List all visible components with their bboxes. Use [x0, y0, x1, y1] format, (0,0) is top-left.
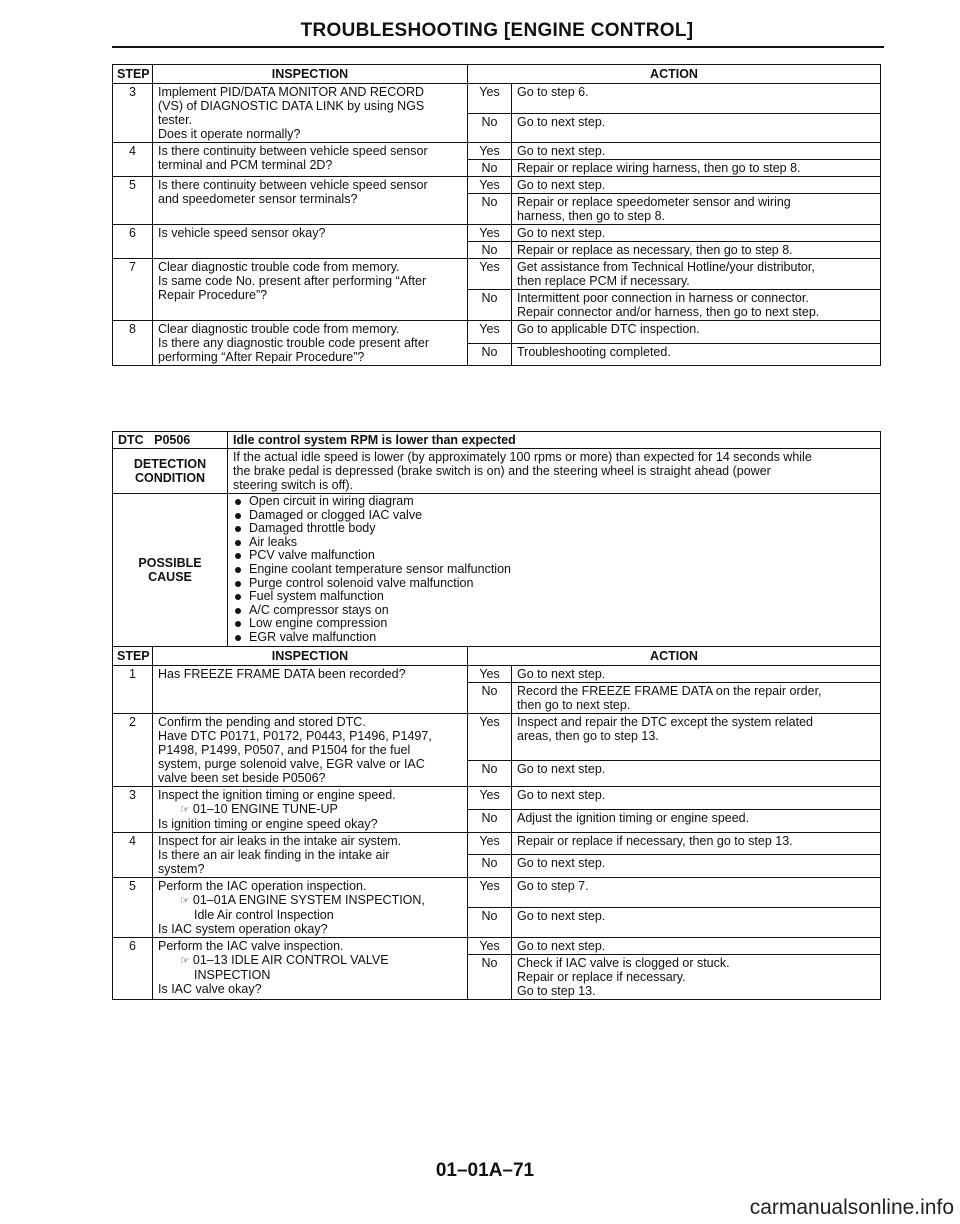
action-cell: [512, 259, 881, 290]
bullet-icon: [235, 499, 241, 505]
possible-cause-row: [113, 494, 881, 647]
table-row: [113, 713, 881, 760]
dtc-code: DTC P0506: [113, 432, 228, 449]
action-cell: [512, 760, 881, 786]
inspection-text: Inspect for air leaks in the intake air system.: [158, 833, 402, 848]
detection-line: If the actual idle speed is lower (by approximately 100 rpms or more) than expected for 14 seconds while: [233, 450, 812, 464]
answer-cell: Yes: [468, 225, 512, 242]
reference-line: [158, 802, 462, 817]
action-cell: [512, 937, 881, 954]
answer-cell: No: [468, 113, 512, 143]
action-cell: [512, 682, 881, 713]
cause-text: EGR valve malfunction: [249, 629, 377, 644]
inspection-line: and speedometer sensor terminals?: [158, 192, 358, 206]
inspection-line: [158, 729, 462, 743]
action-line: Go to next step.: [517, 144, 606, 158]
action-line: Repair or replace if necessary.: [517, 969, 686, 984]
inspection-cell: [153, 259, 468, 321]
list-item: [233, 631, 875, 645]
answer-cell: Yes: [468, 937, 512, 954]
inspection-cell: [153, 143, 468, 177]
inspection-line: [158, 862, 462, 876]
table-row: [113, 665, 881, 682]
table-row: [113, 259, 881, 290]
inspection-line: Is same code No. present after performing “After: [158, 274, 427, 288]
cause-text: Damaged throttle body: [249, 521, 376, 536]
inspection-cell: [153, 937, 468, 999]
action-cell: [512, 809, 881, 832]
action-cell: [512, 343, 881, 366]
answer-cell: Yes: [468, 143, 512, 160]
title-rule: [112, 46, 884, 48]
table-row: [113, 177, 881, 194]
inspection-line: Clear diagnostic trouble code from memory.: [158, 322, 400, 336]
inspection-line: performing “After Repair Procedure”?: [158, 350, 365, 364]
answer-cell: No: [468, 855, 512, 878]
inspection-text: Idle Air control Inspection: [194, 907, 334, 922]
label-line: CAUSE: [148, 569, 192, 584]
inspection-cell: [153, 177, 468, 225]
inspection-text: Inspect the ignition timing or engine speed.: [158, 787, 396, 802]
inspection-cell: [153, 713, 468, 786]
inspection-cell: [153, 84, 468, 143]
cause-list: [233, 495, 875, 645]
list-item: [233, 536, 875, 550]
answer-cell: No: [468, 907, 512, 937]
step-number: 6: [113, 937, 153, 999]
step-header: STEP: [113, 65, 153, 84]
action-cell: [512, 113, 881, 143]
answer-cell: Yes: [468, 877, 512, 907]
action-line: Repair or replace as necessary, then go to step 8.: [517, 243, 793, 257]
action-line: Go to next step.: [517, 114, 606, 129]
list-item: [233, 549, 875, 563]
action-line: Troubleshooting completed.: [517, 344, 671, 359]
answer-cell: No: [468, 242, 512, 259]
action-cell: [512, 321, 881, 344]
inspection-line: Is there continuity between vehicle speed sensor: [158, 178, 428, 192]
answer-cell: Yes: [468, 259, 512, 290]
answer-cell: Yes: [468, 321, 512, 344]
inspection-line: [158, 834, 462, 848]
step-number: 6: [113, 225, 153, 259]
action-line: Go to next step.: [517, 666, 606, 681]
bullet-icon: [235, 567, 241, 573]
answer-cell: No: [468, 160, 512, 177]
inspection-line: Is vehicle speed sensor okay?: [158, 226, 326, 240]
detection-condition-label: [113, 449, 228, 494]
inspection-text: Is IAC valve okay?: [158, 981, 262, 996]
action-line: Go to step 13.: [517, 983, 596, 998]
inspection-line: Is there continuity between vehicle speed sensor: [158, 144, 428, 158]
answer-cell: No: [468, 194, 512, 225]
inspection-line: [158, 968, 462, 982]
action-line: Get assistance from Technical Hotline/your distributor,: [517, 260, 815, 274]
step-number: 1: [113, 665, 153, 713]
answer-cell: Yes: [468, 665, 512, 682]
cause-text: Air leaks: [249, 534, 297, 549]
list-item: [233, 522, 875, 536]
answer-cell: No: [468, 809, 512, 832]
action-cell: [512, 160, 881, 177]
action-line: Go to next step.: [517, 908, 606, 923]
inspection-text: Is there an air leak finding in the intake air: [158, 847, 390, 862]
inspection-line: tester.: [158, 113, 193, 127]
action-line: harness, then go to step 8.: [517, 209, 666, 223]
dtc-description: Idle control system RPM is lower than expected: [228, 432, 881, 449]
inspection-line: [158, 879, 462, 893]
action-line: areas, then go to step 13.: [517, 728, 659, 743]
inspection-line: [158, 715, 462, 729]
label-line: DETECTION: [133, 457, 207, 471]
inspection-text: Perform the IAC valve inspection.: [158, 938, 344, 953]
cause-text: Engine coolant temperature sensor malfunction: [249, 561, 511, 576]
inspection-text: Perform the IAC operation inspection.: [158, 878, 367, 893]
cause-text: PCV valve malfunction: [249, 548, 375, 563]
bullet-icon: [235, 594, 241, 600]
hand-pointer-icon: ☞: [180, 803, 190, 816]
action-cell: [512, 786, 881, 809]
table-row: [113, 84, 881, 114]
step-number: 7: [113, 259, 153, 321]
table-row: [113, 937, 881, 954]
cause-text: Fuel system malfunction: [249, 589, 384, 604]
cause-text: Open circuit in wiring diagram: [249, 494, 414, 508]
inspection-line: Clear diagnostic trouble code from memory.: [158, 260, 400, 274]
table-row: [113, 143, 881, 160]
inspection-line: [158, 757, 462, 771]
action-cell: [512, 907, 881, 937]
inspection-text: 01–10 ENGINE TUNE-UP: [192, 801, 338, 816]
detection-line: the brake pedal is depressed (brake switch is on) and the steering wheel is straight ahead (power: [233, 464, 771, 478]
step-header: STEP: [113, 646, 153, 665]
action-cell: [512, 177, 881, 194]
dtc-title-row: [113, 432, 881, 449]
inspection-header: INSPECTION: [153, 646, 468, 665]
dtc-p0506-table: [112, 431, 881, 1000]
inspection-cell: [153, 786, 468, 832]
step-number: 5: [113, 177, 153, 225]
answer-cell: No: [468, 760, 512, 786]
inspection-cell: [153, 225, 468, 259]
action-header: ACTION: [468, 646, 881, 665]
step-number: 4: [113, 143, 153, 177]
table-row: [113, 877, 881, 907]
action-cell: [512, 143, 881, 160]
inspection-text: system?: [158, 861, 205, 876]
inspection-text: Is ignition timing or engine speed okay?: [158, 816, 378, 831]
table-header-row: [113, 65, 881, 84]
inspection-text: system, purge solenoid valve, EGR valve or IAC: [158, 756, 425, 771]
answer-cell: Yes: [468, 84, 512, 114]
page-title: TROUBLESHOOTING [ENGINE CONTROL]: [300, 20, 694, 41]
step-number: 3: [113, 786, 153, 832]
cause-text: Damaged or clogged IAC valve: [249, 507, 423, 522]
step-number: 4: [113, 832, 153, 877]
table-header-row: [113, 646, 881, 665]
list-item: [233, 563, 875, 577]
inspection-line: Implement PID/DATA MONITOR AND RECORD: [158, 85, 425, 99]
answer-cell: Yes: [468, 177, 512, 194]
action-cell: [512, 290, 881, 321]
action-line: Go to next step.: [517, 856, 606, 871]
action-line: Go to next step.: [517, 226, 606, 240]
label-line: CONDITION: [134, 471, 206, 485]
action-line: Go to applicable DTC inspection.: [517, 322, 700, 336]
action-cell: [512, 665, 881, 682]
inspection-cell: [153, 832, 468, 877]
inspection-text: Confirm the pending and stored DTC.: [158, 714, 366, 729]
possible-cause-label: [113, 494, 228, 647]
inspection-text: Have DTC P0171, P0172, P0443, P1496, P1497,: [158, 728, 432, 743]
inspection-cell: [153, 877, 468, 937]
detection-condition-text: [228, 449, 881, 494]
action-line: Record the FREEZE FRAME DATA on the repair order,: [517, 683, 822, 698]
inspection-cell: [153, 665, 468, 713]
bullet-icon: [235, 635, 241, 641]
page-number: 01–01A–71: [435, 1160, 535, 1181]
table-row: [113, 786, 881, 809]
list-item: [233, 509, 875, 523]
inspection-line: [158, 817, 462, 831]
inspection-line: [158, 667, 462, 681]
inspection-line: [158, 771, 462, 785]
inspection-text: 01–01A ENGINE SYSTEM INSPECTION,: [192, 892, 425, 907]
step-number: 3: [113, 84, 153, 143]
answer-cell: No: [468, 290, 512, 321]
cause-text: A/C compressor stays on: [249, 602, 389, 617]
inspection-text: P1498, P1499, P0507, and P1504 for the fuel: [158, 742, 411, 757]
possible-cause-list: [228, 494, 881, 647]
table-row: [113, 321, 881, 344]
inspection-text: Is IAC system operation okay?: [158, 921, 328, 936]
action-line: Check if IAC valve is clogged or stuck.: [517, 955, 730, 970]
action-line: Go to next step.: [517, 787, 606, 802]
answer-cell: No: [468, 954, 512, 999]
watermark: carmanualsonline.info: [749, 1196, 954, 1219]
inspection-line: [158, 848, 462, 862]
reference-line: [158, 893, 462, 908]
action-cell: [512, 242, 881, 259]
action-line: Go to step 6.: [517, 85, 589, 99]
hand-pointer-icon: ☞: [180, 894, 190, 907]
label-line: POSSIBLE: [138, 555, 202, 570]
inspection-header: INSPECTION: [153, 65, 468, 84]
inspection-text: INSPECTION: [194, 967, 271, 982]
action-cell: [512, 954, 881, 999]
bullet-icon: [235, 526, 241, 532]
bullet-icon: [235, 608, 241, 614]
action-line: Repair connector and/or harness, then go to next step.: [517, 305, 820, 319]
hand-pointer-icon: ☞: [180, 954, 190, 967]
action-cell: [512, 855, 881, 878]
answer-cell: Yes: [468, 832, 512, 855]
inspection-line: [158, 908, 462, 922]
inspection-text: 01–13 IDLE AIR CONTROL VALVE: [192, 952, 389, 967]
inspection-line: [158, 788, 462, 802]
step-number: 8: [113, 321, 153, 366]
bullet-icon: [235, 540, 241, 546]
action-cell: [512, 713, 881, 760]
action-line: then go to next step.: [517, 697, 631, 712]
inspection-text: valve been set beside P0506?: [158, 770, 326, 785]
bullet-icon: [235, 621, 241, 627]
reference-line: [158, 953, 462, 968]
action-cell: [512, 225, 881, 242]
action-cell: [512, 194, 881, 225]
step-number: 5: [113, 877, 153, 937]
inspection-cell: [153, 321, 468, 366]
action-line: Adjust the ignition timing or engine speed.: [517, 810, 750, 825]
answer-cell: Yes: [468, 713, 512, 760]
inspection-line: [158, 922, 462, 936]
inspection-line: [158, 982, 462, 996]
action-line: Repair or replace wiring harness, then go to step 8.: [517, 161, 801, 175]
answer-cell: No: [468, 682, 512, 713]
action-line: Go to step 7.: [517, 878, 589, 893]
bullet-icon: [235, 513, 241, 519]
action-line: Repair or replace if necessary, then go to step 13.: [517, 833, 793, 848]
action-line: Inspect and repair the DTC except the system related: [517, 714, 813, 729]
detection-condition-row: [113, 449, 881, 494]
cause-text: Low engine compression: [249, 616, 388, 631]
step-number: 2: [113, 713, 153, 786]
action-line: Repair or replace speedometer sensor and wiring: [517, 195, 791, 209]
inspection-line: (VS) of DIAGNOSTIC DATA LINK by using NGS: [158, 99, 425, 113]
inspection-line: Does it operate normally?: [158, 127, 301, 141]
answer-cell: No: [468, 343, 512, 366]
table-row: [113, 832, 881, 855]
action-cell: [512, 832, 881, 855]
troubleshooting-table-vss: [112, 64, 881, 366]
action-cell: [512, 877, 881, 907]
inspection-line: [158, 743, 462, 757]
detection-line: steering switch is off).: [233, 478, 353, 492]
inspection-line: Is there any diagnostic trouble code present after: [158, 336, 429, 350]
table-row: [113, 225, 881, 242]
list-item: [233, 577, 875, 591]
action-line: Go to next step.: [517, 938, 606, 953]
inspection-line: Repair Procedure”?: [158, 288, 268, 302]
bullet-icon: [235, 553, 241, 559]
action-line: Go to next step.: [517, 761, 606, 776]
list-item: [233, 604, 875, 618]
action-line: Go to next step.: [517, 178, 606, 192]
action-line: Intermittent poor connection in harness or connector.: [517, 291, 809, 305]
action-line: then replace PCM if necessary.: [517, 274, 690, 288]
inspection-text: Has FREEZE FRAME DATA been recorded?: [158, 666, 406, 681]
list-item: [233, 617, 875, 631]
action-header: ACTION: [468, 65, 881, 84]
list-item: [233, 590, 875, 604]
bullet-icon: [235, 581, 241, 587]
inspection-line: [158, 939, 462, 953]
list-item: [233, 495, 875, 509]
cause-text: Purge control solenoid valve malfunction: [249, 575, 474, 590]
answer-cell: Yes: [468, 786, 512, 809]
inspection-line: terminal and PCM terminal 2D?: [158, 158, 333, 172]
action-cell: [512, 84, 881, 114]
